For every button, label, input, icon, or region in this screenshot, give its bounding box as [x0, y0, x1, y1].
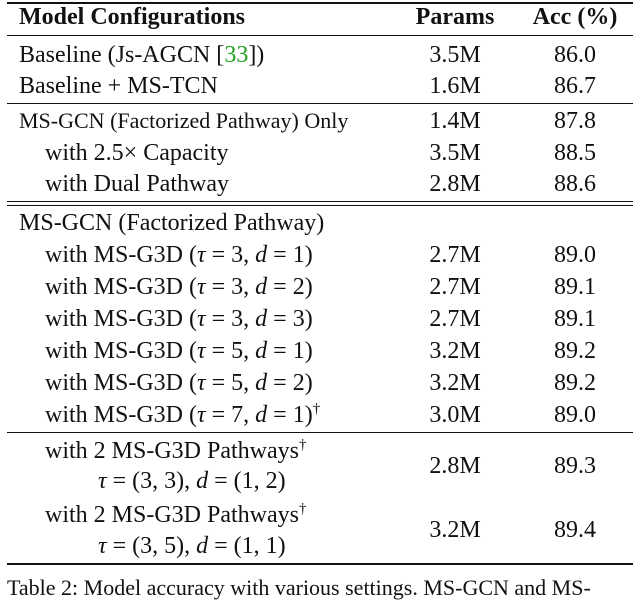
table-caption: Table 2: Model accuracy with various settings. MS-GCN and MS- — [7, 575, 591, 600]
table-row-acc: 89.1 — [554, 274, 596, 300]
bottom-rule — [7, 563, 633, 565]
group3-rule — [7, 432, 633, 433]
table-row-acc: 89.0 — [554, 402, 596, 428]
table-row-acc: 89.4 — [554, 517, 596, 543]
table-row-label: Baseline (Js-AGCN [33]) — [19, 42, 265, 68]
table-row-label: with Dual Pathway — [45, 171, 229, 197]
table-row-params: 1.6M — [429, 73, 481, 99]
table-row-sublabel: τ = (3, 5), d = (1, 1) — [98, 533, 286, 559]
table-row-params: 2.8M — [429, 453, 481, 479]
table-row-label: MS-GCN (Factorized Pathway) Only — [19, 108, 349, 133]
table-row-params: 2.7M — [429, 242, 481, 268]
table-row-label: with MS-G3D (τ = 3, d = 2) — [45, 274, 313, 300]
table-row-label: with MS-G3D (τ = 5, d = 1) — [45, 338, 313, 364]
table-row-acc: 88.6 — [554, 171, 596, 197]
table-row-label: with MS-G3D (τ = 3, d = 1) — [45, 242, 313, 268]
table-row-params: 3.2M — [429, 517, 481, 543]
header-config: Model Configurations — [19, 4, 246, 30]
header-rule — [7, 35, 633, 36]
table-row-acc: 89.2 — [554, 338, 596, 364]
table-row-acc: 89.1 — [554, 306, 596, 332]
table-row-params: 2.7M — [429, 306, 481, 332]
table-row-label: with 2.5× Capacity — [45, 140, 229, 166]
table-row-acc: 89.0 — [554, 242, 596, 268]
table-row-acc: 88.5 — [554, 140, 596, 166]
table-row-params: 3.5M — [429, 140, 481, 166]
table-row-params: 3.5M — [429, 42, 481, 68]
group2-rule-a — [7, 201, 633, 202]
table-row-params: 3.2M — [429, 338, 481, 364]
table-row-acc: 86.7 — [554, 73, 596, 99]
group2-rule-b — [7, 205, 633, 206]
table-row-sublabel: τ = (3, 3), d = (1, 2) — [98, 468, 286, 494]
table-row-params: 2.8M — [429, 171, 481, 197]
citation-link[interactable]: 33 — [224, 42, 249, 68]
table-row-acc: 89.3 — [554, 453, 596, 479]
header-acc: Acc (%) — [532, 4, 618, 30]
table-row-params: 3.0M — [429, 402, 481, 428]
table-row-acc: 87.8 — [554, 108, 596, 134]
table-row-params: 1.4M — [429, 108, 481, 134]
dagger-mark: † — [312, 401, 321, 417]
header-params: Params — [415, 4, 495, 30]
table-group-label: MS-GCN (Factorized Pathway) — [19, 210, 325, 236]
table-row-acc: 89.2 — [554, 370, 596, 396]
table-row-label: with 2 MS-G3D Pathways† — [45, 437, 307, 464]
dagger-mark: † — [299, 437, 307, 453]
table-row-label: Baseline + MS-TCN — [19, 73, 218, 99]
table-row-label: with MS-G3D (τ = 7, d = 1)† — [45, 401, 321, 428]
group1-rule — [7, 103, 633, 104]
dagger-mark: † — [299, 501, 307, 517]
table-row-label: with MS-G3D (τ = 5, d = 2) — [45, 370, 313, 396]
table-row-acc: 86.0 — [554, 42, 596, 68]
table-row-label: with MS-G3D (τ = 3, d = 3) — [45, 306, 313, 332]
table-row-params: 2.7M — [429, 274, 481, 300]
table-row-label: with 2 MS-G3D Pathways† — [45, 501, 307, 528]
table-row-params: 3.2M — [429, 370, 481, 396]
